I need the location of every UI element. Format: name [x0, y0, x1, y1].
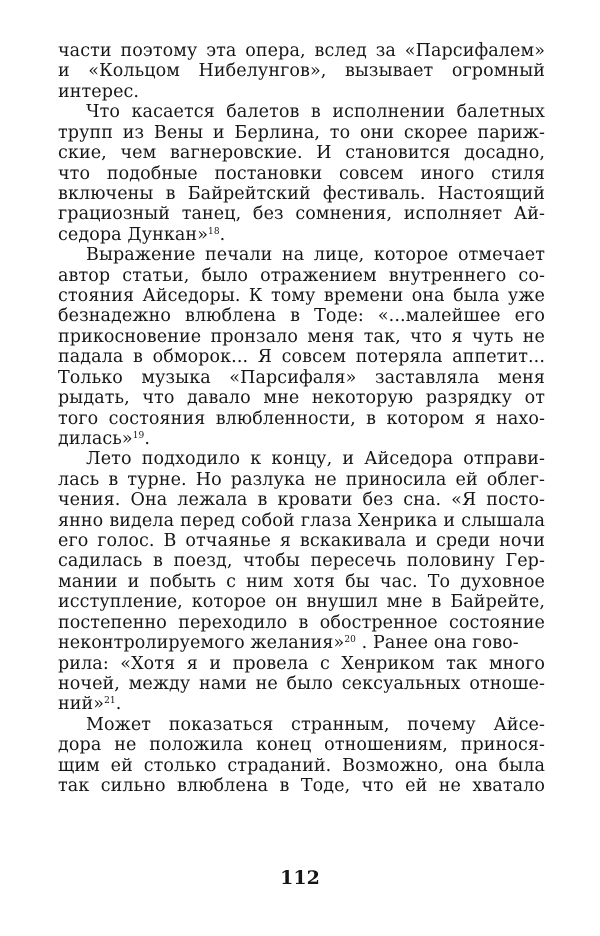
footnote-ref: 21: [104, 696, 116, 707]
text-line: стояния Айседоры. К тому времени она была уже: [58, 286, 545, 306]
paragraph-start-line: Может показаться странным, почему Айсе-: [86, 714, 545, 735]
text-line: его голос. В отчаянье я вскакивала и среди ночи: [58, 531, 545, 551]
text-line: садилась в поезд, чтобы пересечь половину Гер-: [58, 551, 545, 572]
punctuation: .: [144, 428, 151, 449]
text-line: [58, 225, 545, 245]
text-line: ские, чем вагнеровские. И становится досадно,: [58, 143, 545, 164]
text-line: грациозный танец, без сомнения, исполняет Ай-: [58, 204, 545, 225]
line-text-continued: . Ранее она гово-: [355, 633, 519, 654]
text-line: и «Кольцом Нибелунгов», вызывает огромный: [58, 61, 545, 82]
text-line: чения. Она лежала в кровати без сна. «Я посто-: [58, 490, 545, 511]
text-line: дора не положила конец отношениям, принося-: [58, 735, 545, 756]
text-line: прикосновение пронзало меня так, что я чуть не: [58, 326, 545, 347]
footnote-ref: 18: [208, 226, 220, 237]
paragraph-start-line: Лето подходило к концу, и Айседора отправи-: [86, 449, 545, 470]
footnote-ref: 19: [132, 430, 145, 441]
text-line: того состояния влюбленности, в котором я нахо-: [58, 408, 545, 429]
text-line: рыдать, что давало мне некоторую разрядку от: [58, 388, 545, 409]
text-line: рила: «Хотя я и провела с Хенриком так много: [58, 653, 545, 674]
text-line: лась в турне. Но разлука не приносила ей облег-: [58, 469, 545, 490]
text-line: трупп из Вены и Берлина, то они скорее париж-: [58, 122, 545, 143]
text-line: щим ей столько страданий. Возможно, она была: [58, 755, 545, 776]
text-line: включены в Байрейтский фестиваль. Настоящий: [58, 183, 545, 204]
text-line: падала в обморок... Я совсем потеряла аппетит...: [58, 347, 545, 368]
text-line: [58, 633, 545, 653]
text-line: Только музыка «Парсифаля» заставляла меня: [58, 367, 545, 388]
text-line: постепенно переходило в обостренное состояние: [58, 612, 545, 633]
text-line: интерес.: [58, 81, 140, 102]
line-text: ний»: [58, 694, 105, 715]
text-line: ночей, между нами не было сексуальных отноше-: [58, 673, 545, 694]
punctuation: .: [115, 694, 122, 715]
line-text: неконтролируемого желания»: [58, 633, 345, 654]
text-line: янно видела перед собой глаза Хенрика и слышала: [58, 510, 545, 531]
punctuation: .: [219, 224, 226, 245]
paragraph-start-line: Что касается балетов в исполнении балетных: [86, 102, 545, 123]
text-line: части поэтому эта опера, вслед за «Парсифалем»: [58, 41, 545, 61]
text-line: так сильно влюблена в Тоде, что ей не хватало: [58, 776, 545, 796]
text-line: что подобные постановки совсем иного стиля: [58, 163, 545, 184]
paragraph-start-line: Выражение печали на лице, которое отмечает: [86, 245, 545, 266]
text-line: автор статьи, было отражением внутреннего со-: [58, 265, 545, 286]
footnote-ref: 20: [344, 635, 356, 646]
text-line: [58, 694, 545, 714]
text-line: безнадежно влюблена в Тоде: «...малейшее его: [58, 306, 545, 327]
line-text: седора Дункан»: [58, 224, 208, 245]
text-line: исступление, которое он внушил мне в Байрейте,: [58, 592, 545, 613]
text-line: [58, 429, 545, 449]
page-number: 112: [280, 867, 320, 889]
line-text: дилась»: [58, 428, 133, 449]
text-line: мании и побыть с ним хотя бы час. То духовное: [58, 571, 545, 592]
